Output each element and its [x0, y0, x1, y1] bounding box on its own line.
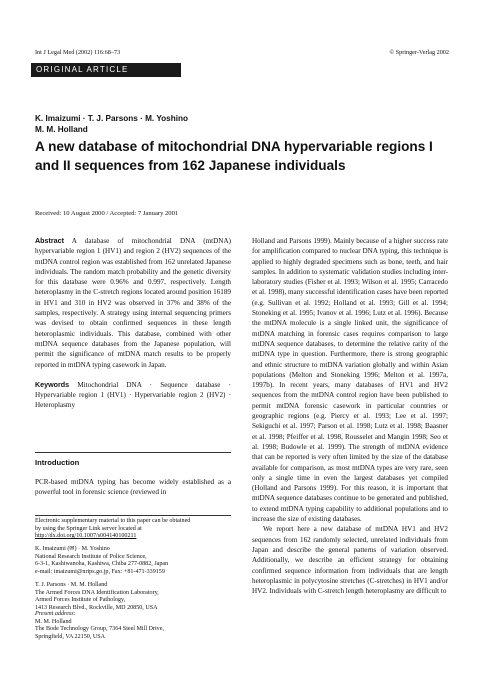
footnote-parsons	[35, 582, 231, 612]
esm-line-1: Electronic supplementary material to this paper can be obtained	[35, 518, 191, 524]
footnote-esm	[35, 518, 231, 541]
present-address-name: M. M. Holland	[35, 618, 72, 625]
esm-line-2: by using the Springer Link server located at	[35, 525, 142, 532]
imaizumi-address-2: 6-3-1, Kashiwanoha, Kashiwa, Chiba 277-0882, Japan	[35, 561, 169, 568]
parsons-address-1: The Armed Forces DNA Identification Laboratory,	[35, 589, 159, 596]
author-list	[35, 113, 188, 135]
introduction-text: PCR-based mtDNA typing has become widely established as a powerful tool in forensic science (reviewed in	[35, 478, 231, 497]
introduction-heading: Introduction	[35, 458, 80, 467]
abstract-paragraph	[35, 236, 231, 370]
parsons-name: T. J. Parsons · M. M. Holland	[35, 582, 108, 588]
section-divider	[35, 452, 231, 453]
received-dates: Received: 10 August 2000 / Accepted: 7 January 2001	[35, 210, 179, 217]
esm-link[interactable]: http://dx.doi.org/10.1007/s004140100211	[35, 533, 137, 540]
abstract-block	[35, 236, 231, 411]
abstract-label: Abstract	[35, 237, 64, 245]
present-address-label: Present address:	[35, 611, 76, 617]
article-title: A new database of mitochondrial DNA hypervariable regions I and II sequences from 162 Japanese individuals	[35, 139, 433, 173]
abstract-text: A database of mitochondrial DNA (mtDNA) hypervariable region 1 (HV1) and region 2 (HV2) sequences of the mtDNA control region was established from 162 unrelated Japanese individuals. The random match probability and the genetic diversity for this database were 0.96% and 0.997, respectively. Length heteroplasmy in the C-stretch regions located around position 16189 in HV1 and 310 in HV2 was observed in 37% and 38% of the samples, respectively. A strategy using internal sequencing primers was devised to obtain confirmed sequences in these length heteroplasmic individuals. This database, combined with other mtDNA sequence databases from the Japanese population, will permit the significance of mtDNA match results to be properly reported in mtDNA typing casework in Japan.	[35, 237, 231, 369]
keywords-text: Mitochondrial DNA · Sequence database · Hypervariable region 1 (HV1) · Hypervariable region 2 (HV2) · Heteroplasmy	[35, 380, 231, 410]
footnote-present-address	[35, 611, 231, 641]
present-address-2: Springfield, VA 22150, USA	[35, 633, 106, 640]
author-line-1: K. Imaizumi · T. J. Parsons · M. Yoshino	[35, 114, 189, 123]
imaizumi-name: K. Imaizumi (✉) · M. Yoshino	[35, 546, 110, 552]
journal-citation: Int J Legal Med (2002) 116:68–73	[35, 49, 121, 56]
body-paragraph-1: Holland and Parsons 1999). Mainly because of a higher success rate for amplification compared to nuclear DNA typing, this technique is applied to highly degraded specimens such as bone, teeth, and hair samples. In addition to systematic validation studies including inter-laboratory studies (Fisher et al. 1993; Wilson et al. 1995; Carracedo et al. 1998), many successful identification cases have been reported (e.g. Sullivan et al. 1992; Holland et al. 1993; Gill et al. 1994; Stoneking et al. 1995; Ivanov et al. 1996; Lutz et al. 1996). Because the mtDNA molecule is a single linked unit, the significance of mtDNA matching in forensic cases requires comparison to large mtDNA sequence databases, to determine the relative rarity of the mtDNA type in question. Furthermore, there is strong geographic and ethnic structure to mtDNA variation globally and within Asian populations (Melton and Stoneking 1996; Melton et al. 1997a, 1997b). In recent years, many databases of HV1 and HV2 sequences from the mtDNA control region have been published to permit mtDNA forensic casework in particular countries or geographic regions (e.g. Piercy et al. 1993; Lee et al. 1997; Sekiguchi et al. 1997; Parson et al. 1998; Lutz et al. 1998; Baasner et al. 1998; Pfeiffer et al. 1998, Rousselet and Mangin 1998; Seo et al. 1998; Budowle et al. 1999). The strength of mtDNA evidence that can be reported is very often limited by the size of the database available for comparison, as most mtDNA types are very rare, seen only a single time in even the largest databases yet compiled (Holland and Parsons 1999). For this reason, it is important that mtDNA sequence databases continue to be generated and published, to extend mtDNA typing capability to additional populations and to increase the size of existing databases.	[252, 237, 448, 524]
body-paragraph-2: We report here a new database of mtDNA HV1 and HV2 sequences from 162 randomly selected, unrelated individuals from Japan and describe the general patterns of variation observed. Additionally, we describe an efficient strategy for obtaining confirmed sequence information from individuals that are length heteroplasmic in polycytosine stretches (C-stretches) in HV1 and/or HV2. Individuals with C-stretch length heteroplasmy are difficult to	[252, 525, 448, 596]
parsons-address-2: Armed Forces Institute of Pathology,	[35, 597, 126, 604]
present-address-1: The Bode Technology Group, 7364 Steel Mill Drive,	[35, 626, 164, 633]
publisher-copyright: © Springer-Verlag 2002	[389, 49, 449, 56]
imaizumi-email[interactable]: e-mail: imaizumi@nrips.go.jp, Fax: +81-471-339159	[35, 568, 165, 575]
parsons-address-3: 1413 Research Blvd., Rockville, MD 20850, USA	[35, 604, 158, 611]
footnote-imaizumi	[35, 546, 231, 576]
right-column-body	[252, 236, 448, 596]
keywords-label: Keywords	[35, 380, 70, 389]
article-type-banner: ORIGINAL ARTICLE	[31, 63, 181, 77]
footnote-divider	[35, 515, 231, 516]
author-line-2: M. M. Holland	[35, 125, 88, 134]
keywords-paragraph	[35, 380, 231, 411]
imaizumi-address-1: National Research Institute of Police Science,	[35, 553, 147, 560]
